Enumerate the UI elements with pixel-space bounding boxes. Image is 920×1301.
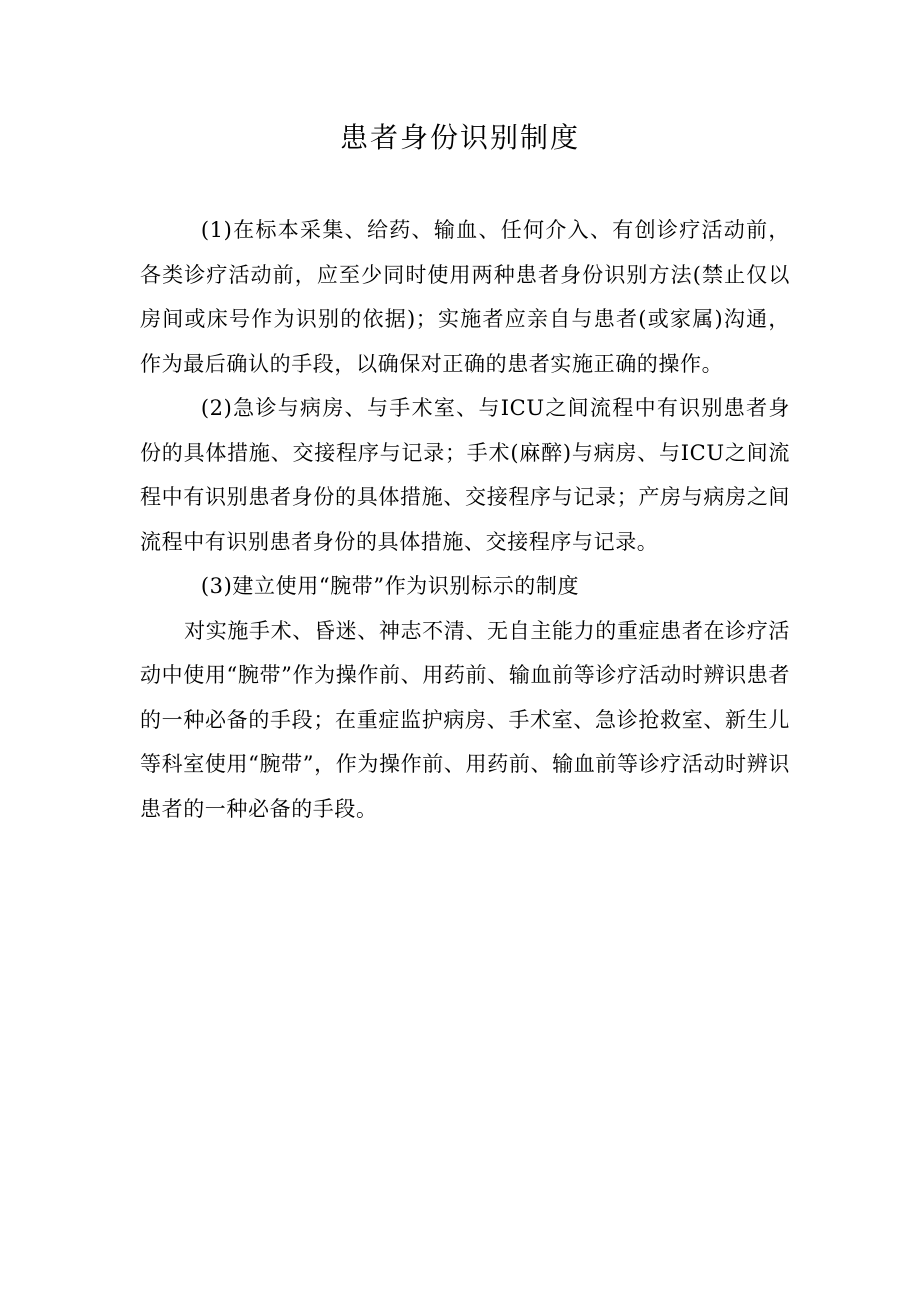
paragraph-3: (3)建立使用“腕带”作为识别标示的制度: [200, 574, 580, 598]
document-title: 患者身份识别制度: [339, 121, 580, 154]
paragraph-2: (2)急诊与病房、与手术室、与ICU之间流程中有识别患者身份的具体措施、交接程序与记录；手术(麻醉)与病房、与ICU之间流程中有识别患者身份的具体措施、交接程序与记录；产房与病房之间流程中有识别患者身份的具体措施、交接程序与记录。: [140, 396, 790, 554]
paragraph-4: 对实施手术、昏迷、神志不清、无自主能力的重症患者在诊疗活动中使用“腕带”作为操作前、用药前、输血前等诊疗活动时辨识患者的一种必备的手段；在重症监护病房、手术室、急诊抢救室、新生儿等科室使用“腕带”，作为操作前、用药前、输血前等诊疗活动时辨识患者的一种必备的手段。: [140, 618, 790, 821]
document-body: [140, 208, 790, 831]
paragraph-1: (1)在标本采集、给药、输血、任何介入、有创诊疗活动前，各类诊疗活动前，应至少同时使用两种患者身份识别方法(禁止仅以房间或床号作为识别的依据)；实施者应亲自与患者(或家属)沟通，作为最后确认的手段，以确保对正确的患者实施正确的操作。: [140, 218, 790, 376]
